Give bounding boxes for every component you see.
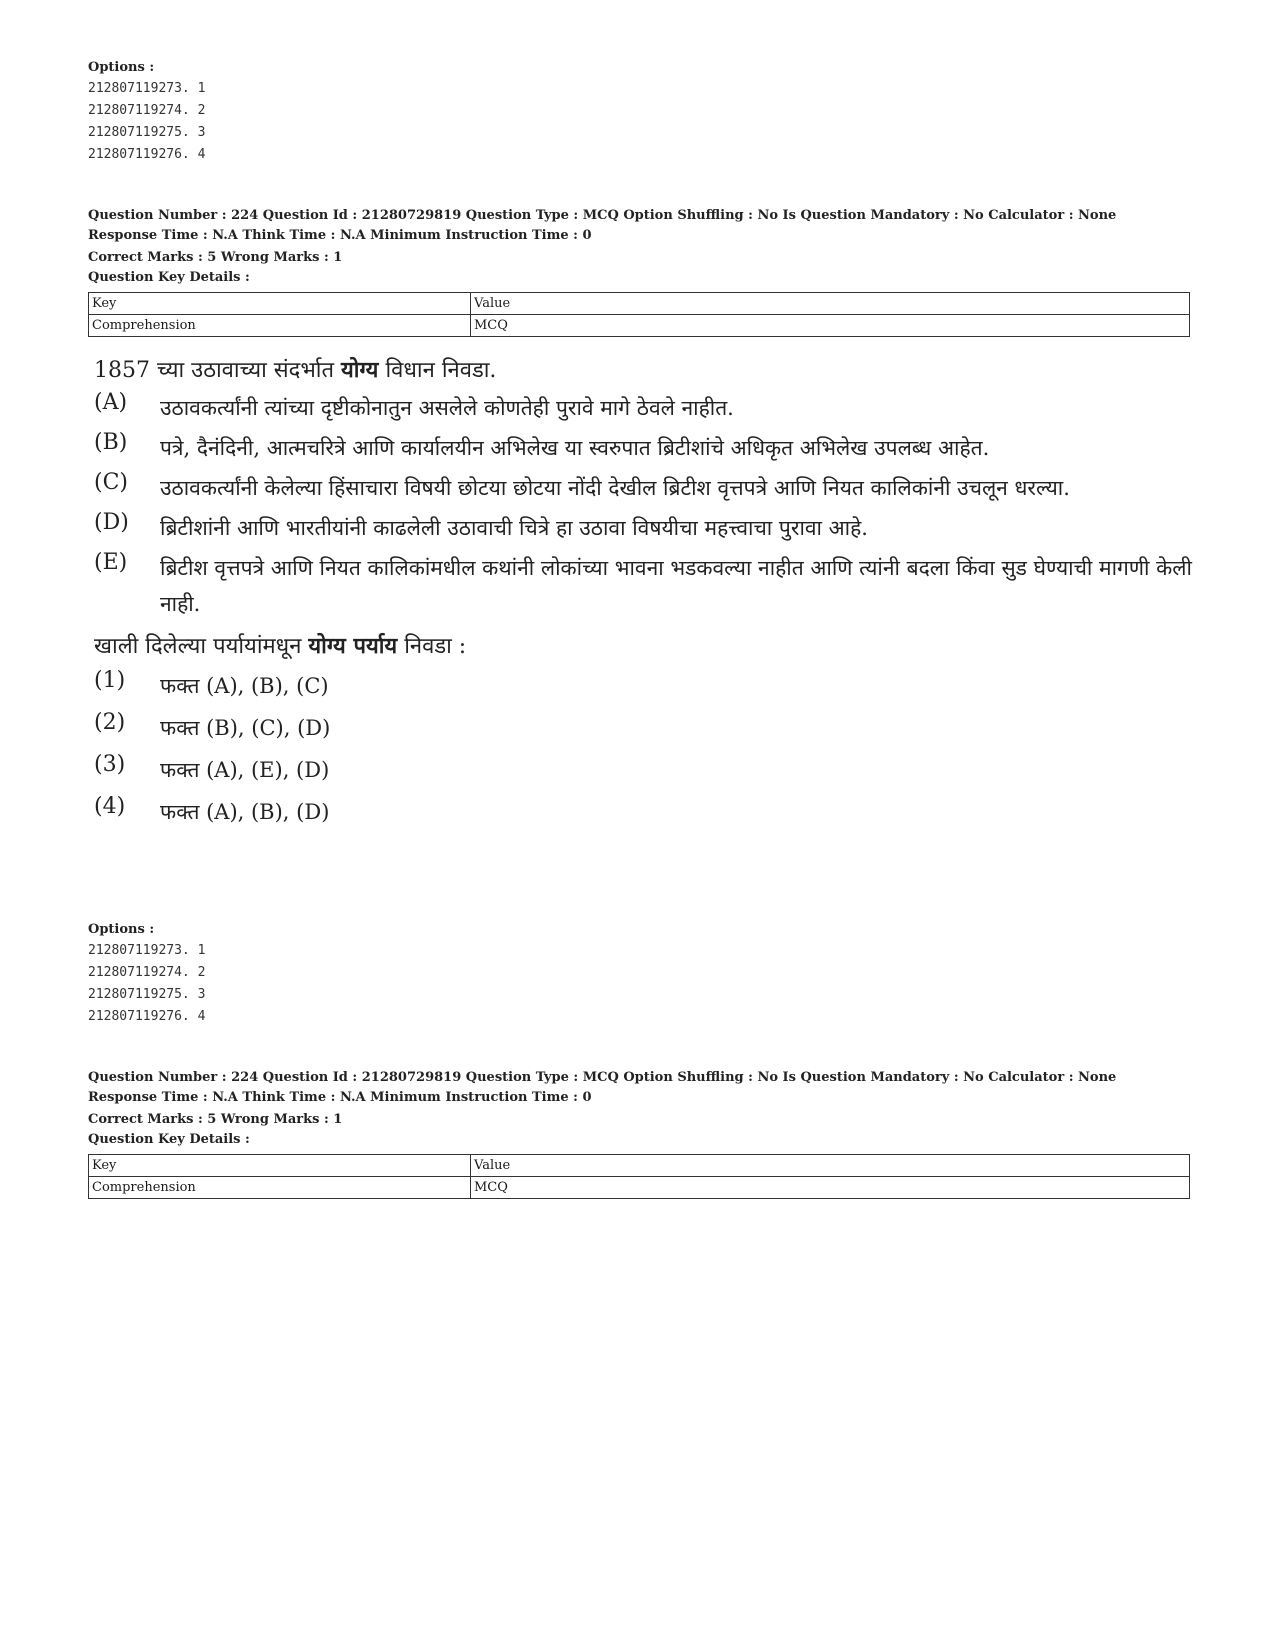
meta-line: Question Number : 224 Question Id : 21280729819 Question Type : MCQ Option Shuffling : No Is Question Mandatory : No Calculator : None bbox=[88, 208, 1117, 223]
option-line: 212807119273. 1 bbox=[88, 81, 206, 96]
option-line: 212807119274. 2 bbox=[88, 103, 206, 118]
meta-line: Correct Marks : 5 Wrong Marks : 1 bbox=[88, 1112, 343, 1127]
table-cell: Value bbox=[471, 1155, 1190, 1177]
table-cell: Key bbox=[89, 293, 471, 315]
answer-text: फक्त (B), (C), (D) bbox=[160, 716, 331, 740]
option-line: 212807119275. 3 bbox=[88, 125, 206, 140]
question-stem bbox=[94, 354, 1204, 384]
statement-text: उठावकर्त्यांनी त्यांच्या दृष्टीकोनातुन असलेले कोणतेही पुरावे मागे ठेवले नाहीत. bbox=[160, 396, 734, 420]
table-cell: Comprehension bbox=[89, 1177, 471, 1199]
answer-choice bbox=[94, 710, 1204, 746]
table-row bbox=[89, 1155, 1190, 1177]
table-row bbox=[89, 315, 1190, 337]
option-line: 212807119273. 1 bbox=[88, 943, 206, 958]
choose-instruction bbox=[94, 630, 1204, 660]
statement-item bbox=[94, 510, 1204, 546]
option-line: 212807119274. 2 bbox=[88, 965, 206, 980]
table-cell: Key bbox=[89, 1155, 471, 1177]
meta-line: Response Time : N.A Think Time : N.A Minimum Instruction Time : 0 bbox=[88, 1090, 592, 1105]
instruction-text: निवडा : bbox=[404, 634, 467, 659]
statement-label: (E) bbox=[94, 550, 128, 575]
table-cell: Value bbox=[471, 293, 1190, 315]
statement-label: (C) bbox=[94, 470, 128, 495]
instruction-text: खाली दिलेल्या पर्यायांमधून bbox=[94, 634, 302, 659]
option-line: 212807119276. 4 bbox=[88, 147, 206, 162]
statement-label: (A) bbox=[94, 390, 128, 415]
meta-line: Question Number : 224 Question Id : 21280729819 Question Type : MCQ Option Shuffling : No Is Question Mandatory : No Calculator : None bbox=[88, 1070, 1117, 1085]
answer-label: (3) bbox=[94, 752, 126, 777]
table-cell: Comprehension bbox=[89, 315, 471, 337]
question-meta-block bbox=[88, 206, 1188, 337]
option-line: 212807119275. 3 bbox=[88, 987, 206, 1002]
answer-label: (1) bbox=[94, 668, 126, 693]
statement-label: (B) bbox=[94, 430, 128, 455]
options-label: Options : bbox=[88, 922, 155, 937]
answer-text: फक्त (A), (B), (C) bbox=[160, 674, 329, 698]
answer-label: (2) bbox=[94, 710, 126, 735]
bottom-options-block bbox=[88, 920, 1188, 1028]
table-cell: MCQ bbox=[471, 315, 1190, 337]
statement-text: ब्रिटीशांनी आणि भारतीयांनी काढलेली उठावाची चित्रे हा उठावा विषयीचा महत्त्वाचा पुरावा आहे. bbox=[160, 516, 868, 540]
key-details-table bbox=[88, 1154, 1190, 1199]
key-details-table bbox=[88, 292, 1190, 337]
table-row bbox=[89, 1177, 1190, 1199]
answer-text: फक्त (A), (E), (D) bbox=[160, 758, 330, 782]
statement-text: उठावकर्त्यांनी केलेल्या हिंसाचारा विषयी छोटया छोटया नोंदी देखील ब्रिटीश वृत्तपत्रे आणि नियत कालिकांनी उचलून धरल्या. bbox=[160, 476, 1070, 500]
stem-text: 1857 च्या उठावाच्या संदर्भात bbox=[94, 358, 335, 383]
statement-item bbox=[94, 550, 1204, 622]
table-row bbox=[89, 293, 1190, 315]
statement-text: पत्रे, दैनंदिनी, आत्मचरित्रे आणि कार्यालयीन अभिलेख या स्वरुपात ब्रिटीशांचे अधिकृत अभिलेख उपलब्ध आहेत. bbox=[160, 436, 990, 460]
meta-line: Question Key Details : bbox=[88, 1132, 250, 1147]
statement-text: ब्रिटीश वृत्तपत्रे आणि नियत कालिकांमधील कथांनी लोकांच्या भावना भडकवल्या नाहीत आणि त्यांनी बदला किंवा सुड घेण्याची मागणी केली नाही. bbox=[160, 556, 1192, 616]
statement-item bbox=[94, 430, 1204, 466]
top-options-block bbox=[88, 58, 1188, 166]
statement-item bbox=[94, 390, 1204, 426]
meta-line: Correct Marks : 5 Wrong Marks : 1 bbox=[88, 250, 343, 265]
answer-text: फक्त (A), (B), (D) bbox=[160, 800, 330, 824]
answer-choice bbox=[94, 668, 1204, 704]
statement-label: (D) bbox=[94, 510, 129, 535]
statement-item bbox=[94, 470, 1204, 506]
question-meta-block bbox=[88, 1068, 1188, 1199]
answer-choice bbox=[94, 794, 1204, 830]
answer-label: (4) bbox=[94, 794, 126, 819]
question-body bbox=[94, 354, 1204, 830]
answer-choice bbox=[94, 752, 1204, 788]
meta-line: Response Time : N.A Think Time : N.A Minimum Instruction Time : 0 bbox=[88, 228, 592, 243]
instruction-bold-text: योग्य पर्याय bbox=[308, 633, 398, 659]
stem-bold-text: योग्य bbox=[341, 357, 379, 383]
options-label: Options : bbox=[88, 60, 155, 75]
option-line: 212807119276. 4 bbox=[88, 1009, 206, 1024]
meta-line: Question Key Details : bbox=[88, 270, 250, 285]
table-cell: MCQ bbox=[471, 1177, 1190, 1199]
stem-text: विधान निवडा. bbox=[385, 358, 497, 383]
